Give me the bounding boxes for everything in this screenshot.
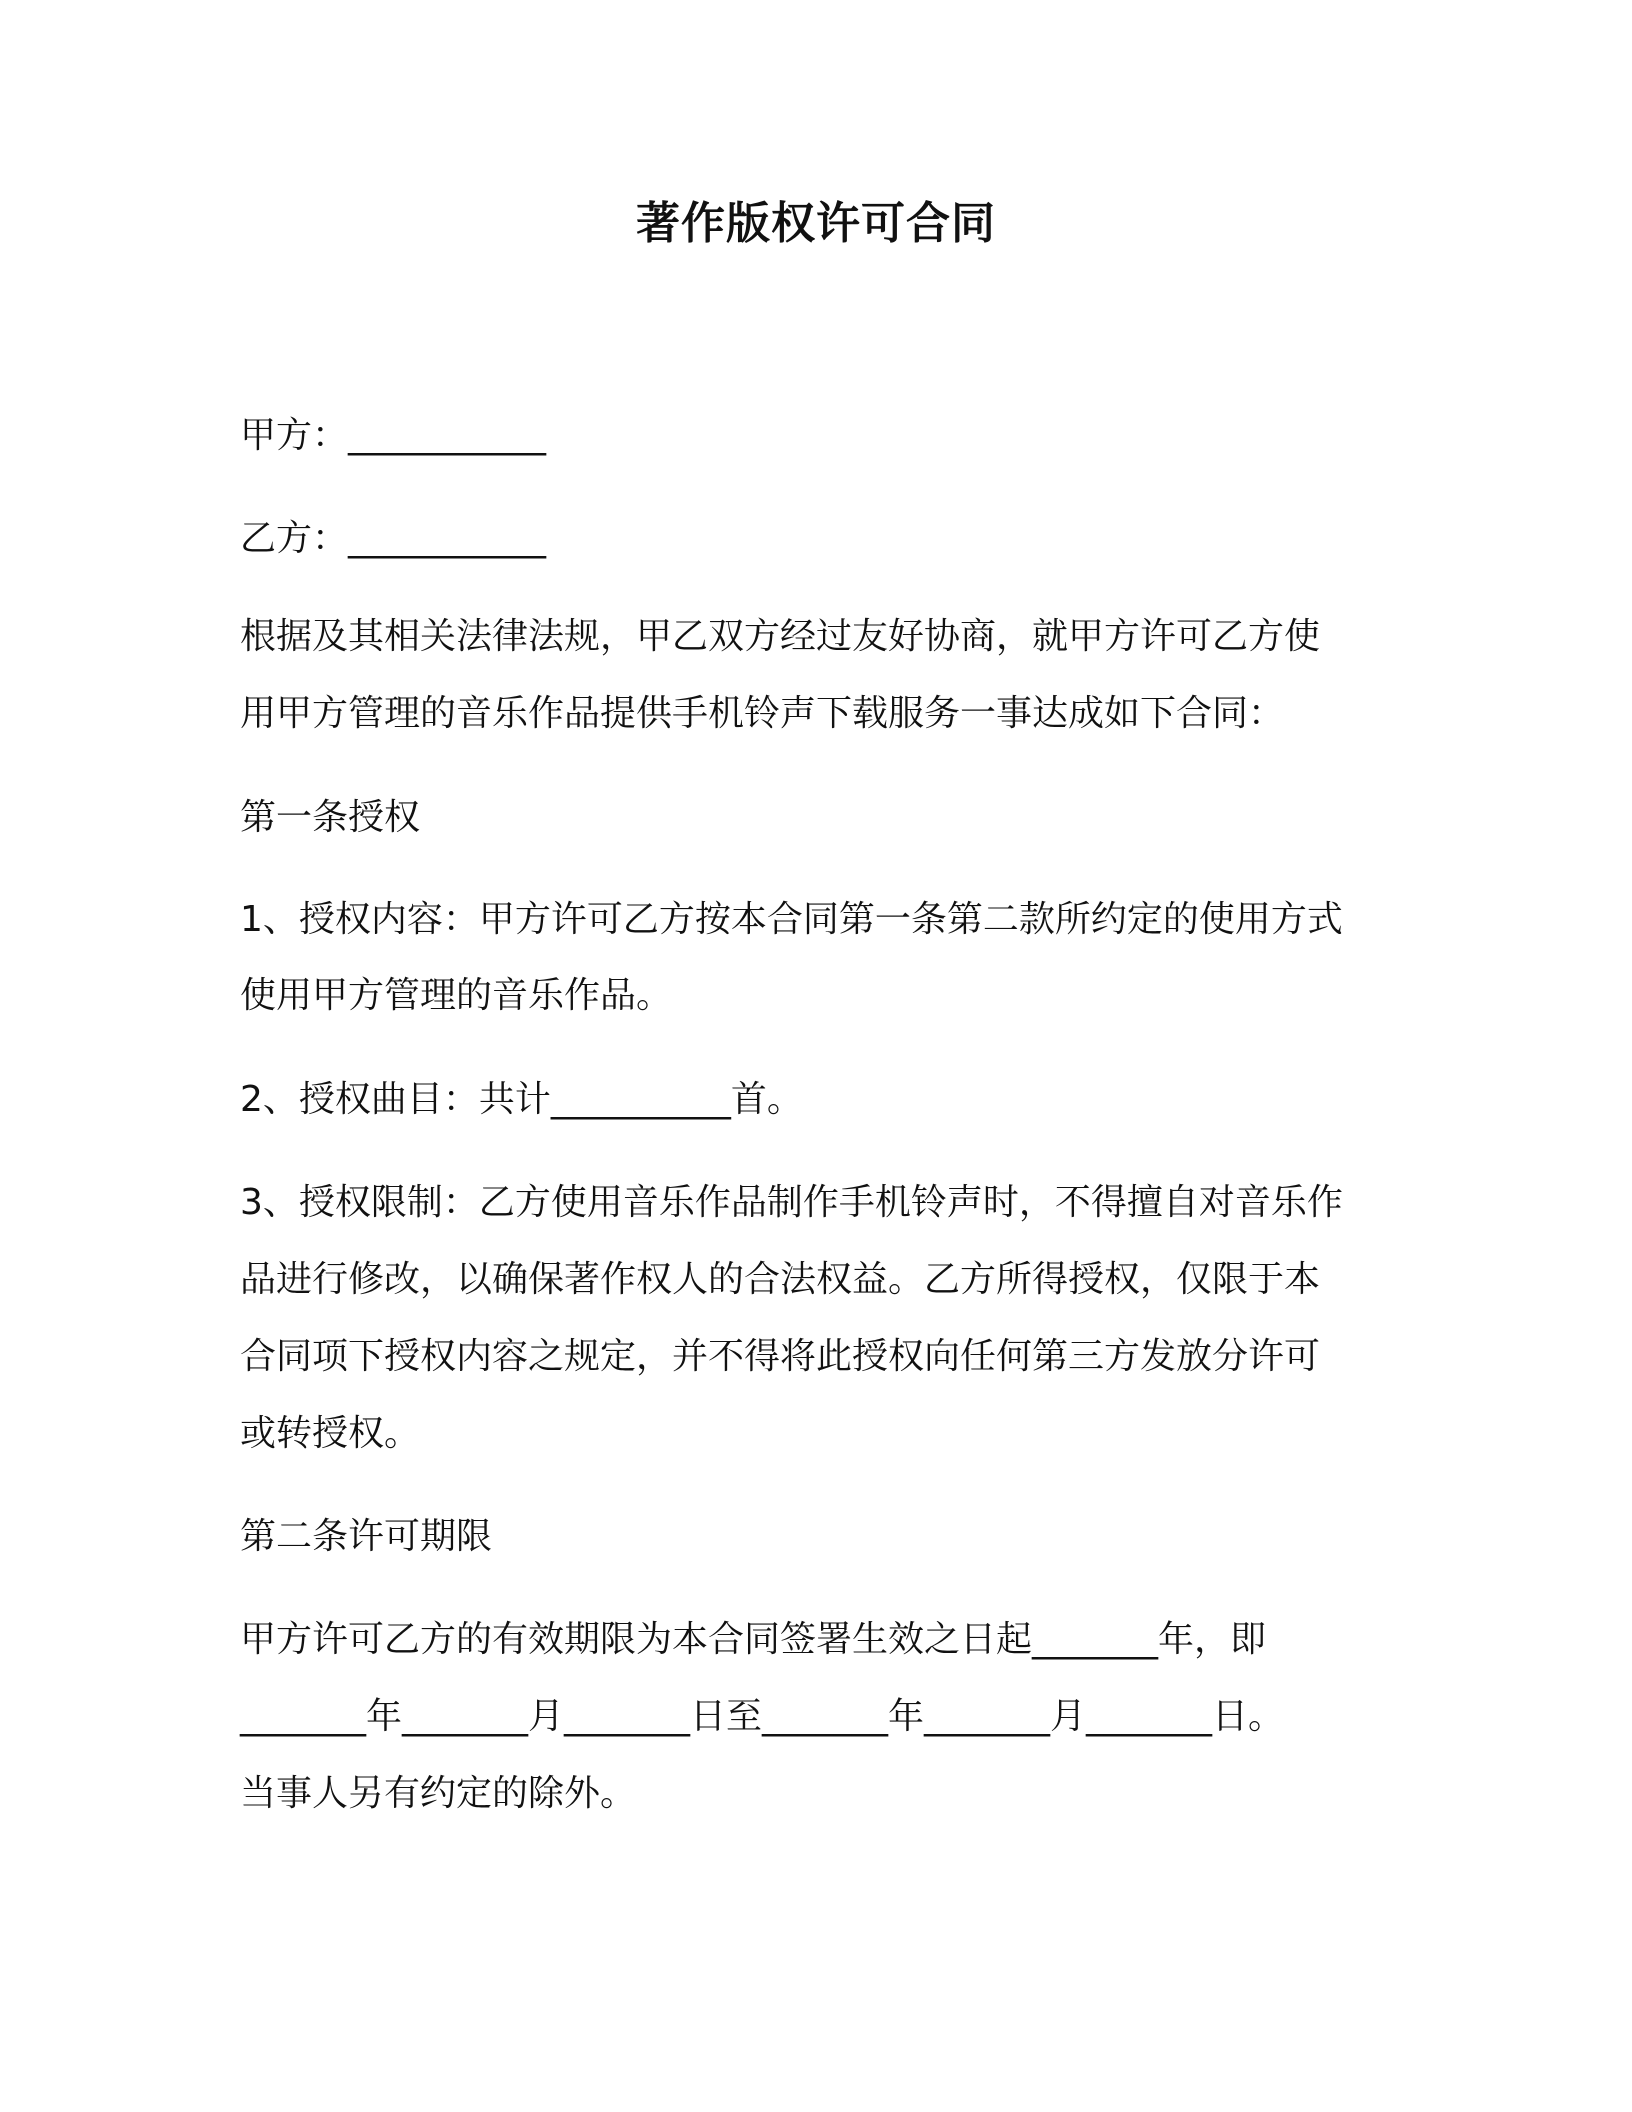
clause1-line-2: 使用甲方管理的音乐作品。 — [240, 975, 673, 1016]
article1-heading: 第一条授权 — [240, 797, 421, 838]
article2-line-2: _______年_______月_______日至_______年_______月_______日。 — [240, 1696, 1284, 1737]
clause2-line: 2、授权曲目：共计__________首。 — [240, 1079, 803, 1120]
article2-heading: 第二条许可期限 — [240, 1516, 493, 1557]
clause3-line-1: 3、授权限制：乙方使用音乐作品制作手机铃声时，不得擅自对音乐作 — [240, 1182, 1343, 1223]
clause3-line-2: 品进行修改，以确保著作权人的合法权益。乙方所得授权，仅限于本 — [240, 1259, 1321, 1300]
article2-line-3: 当事人另有约定的除外。 — [240, 1773, 637, 1814]
clause1-line-1: 1、授权内容：甲方许可乙方按本合同第一条第二款所约定的使用方式 — [240, 899, 1343, 940]
party-b-line: 乙方：___________ — [240, 518, 547, 559]
document-title: 著作版权许可合同 — [636, 198, 996, 249]
clause3-line-3: 合同项下授权内容之规定，并不得将此授权向任何第三方发放分许可 — [240, 1336, 1321, 1377]
party-a-line: 甲方：___________ — [240, 415, 547, 456]
preamble-line-2: 用甲方管理的音乐作品提供手机铃声下载服务一事达成如下合同： — [240, 693, 1285, 734]
clause3-line-4: 或转授权。 — [240, 1413, 421, 1454]
article2-line-1: 甲方许可乙方的有效期限为本合同签署生效之日起_______年，即 — [240, 1619, 1267, 1660]
preamble-line-1: 根据及其相关法律法规，甲乙双方经过友好协商，就甲方许可乙方使 — [240, 616, 1321, 657]
